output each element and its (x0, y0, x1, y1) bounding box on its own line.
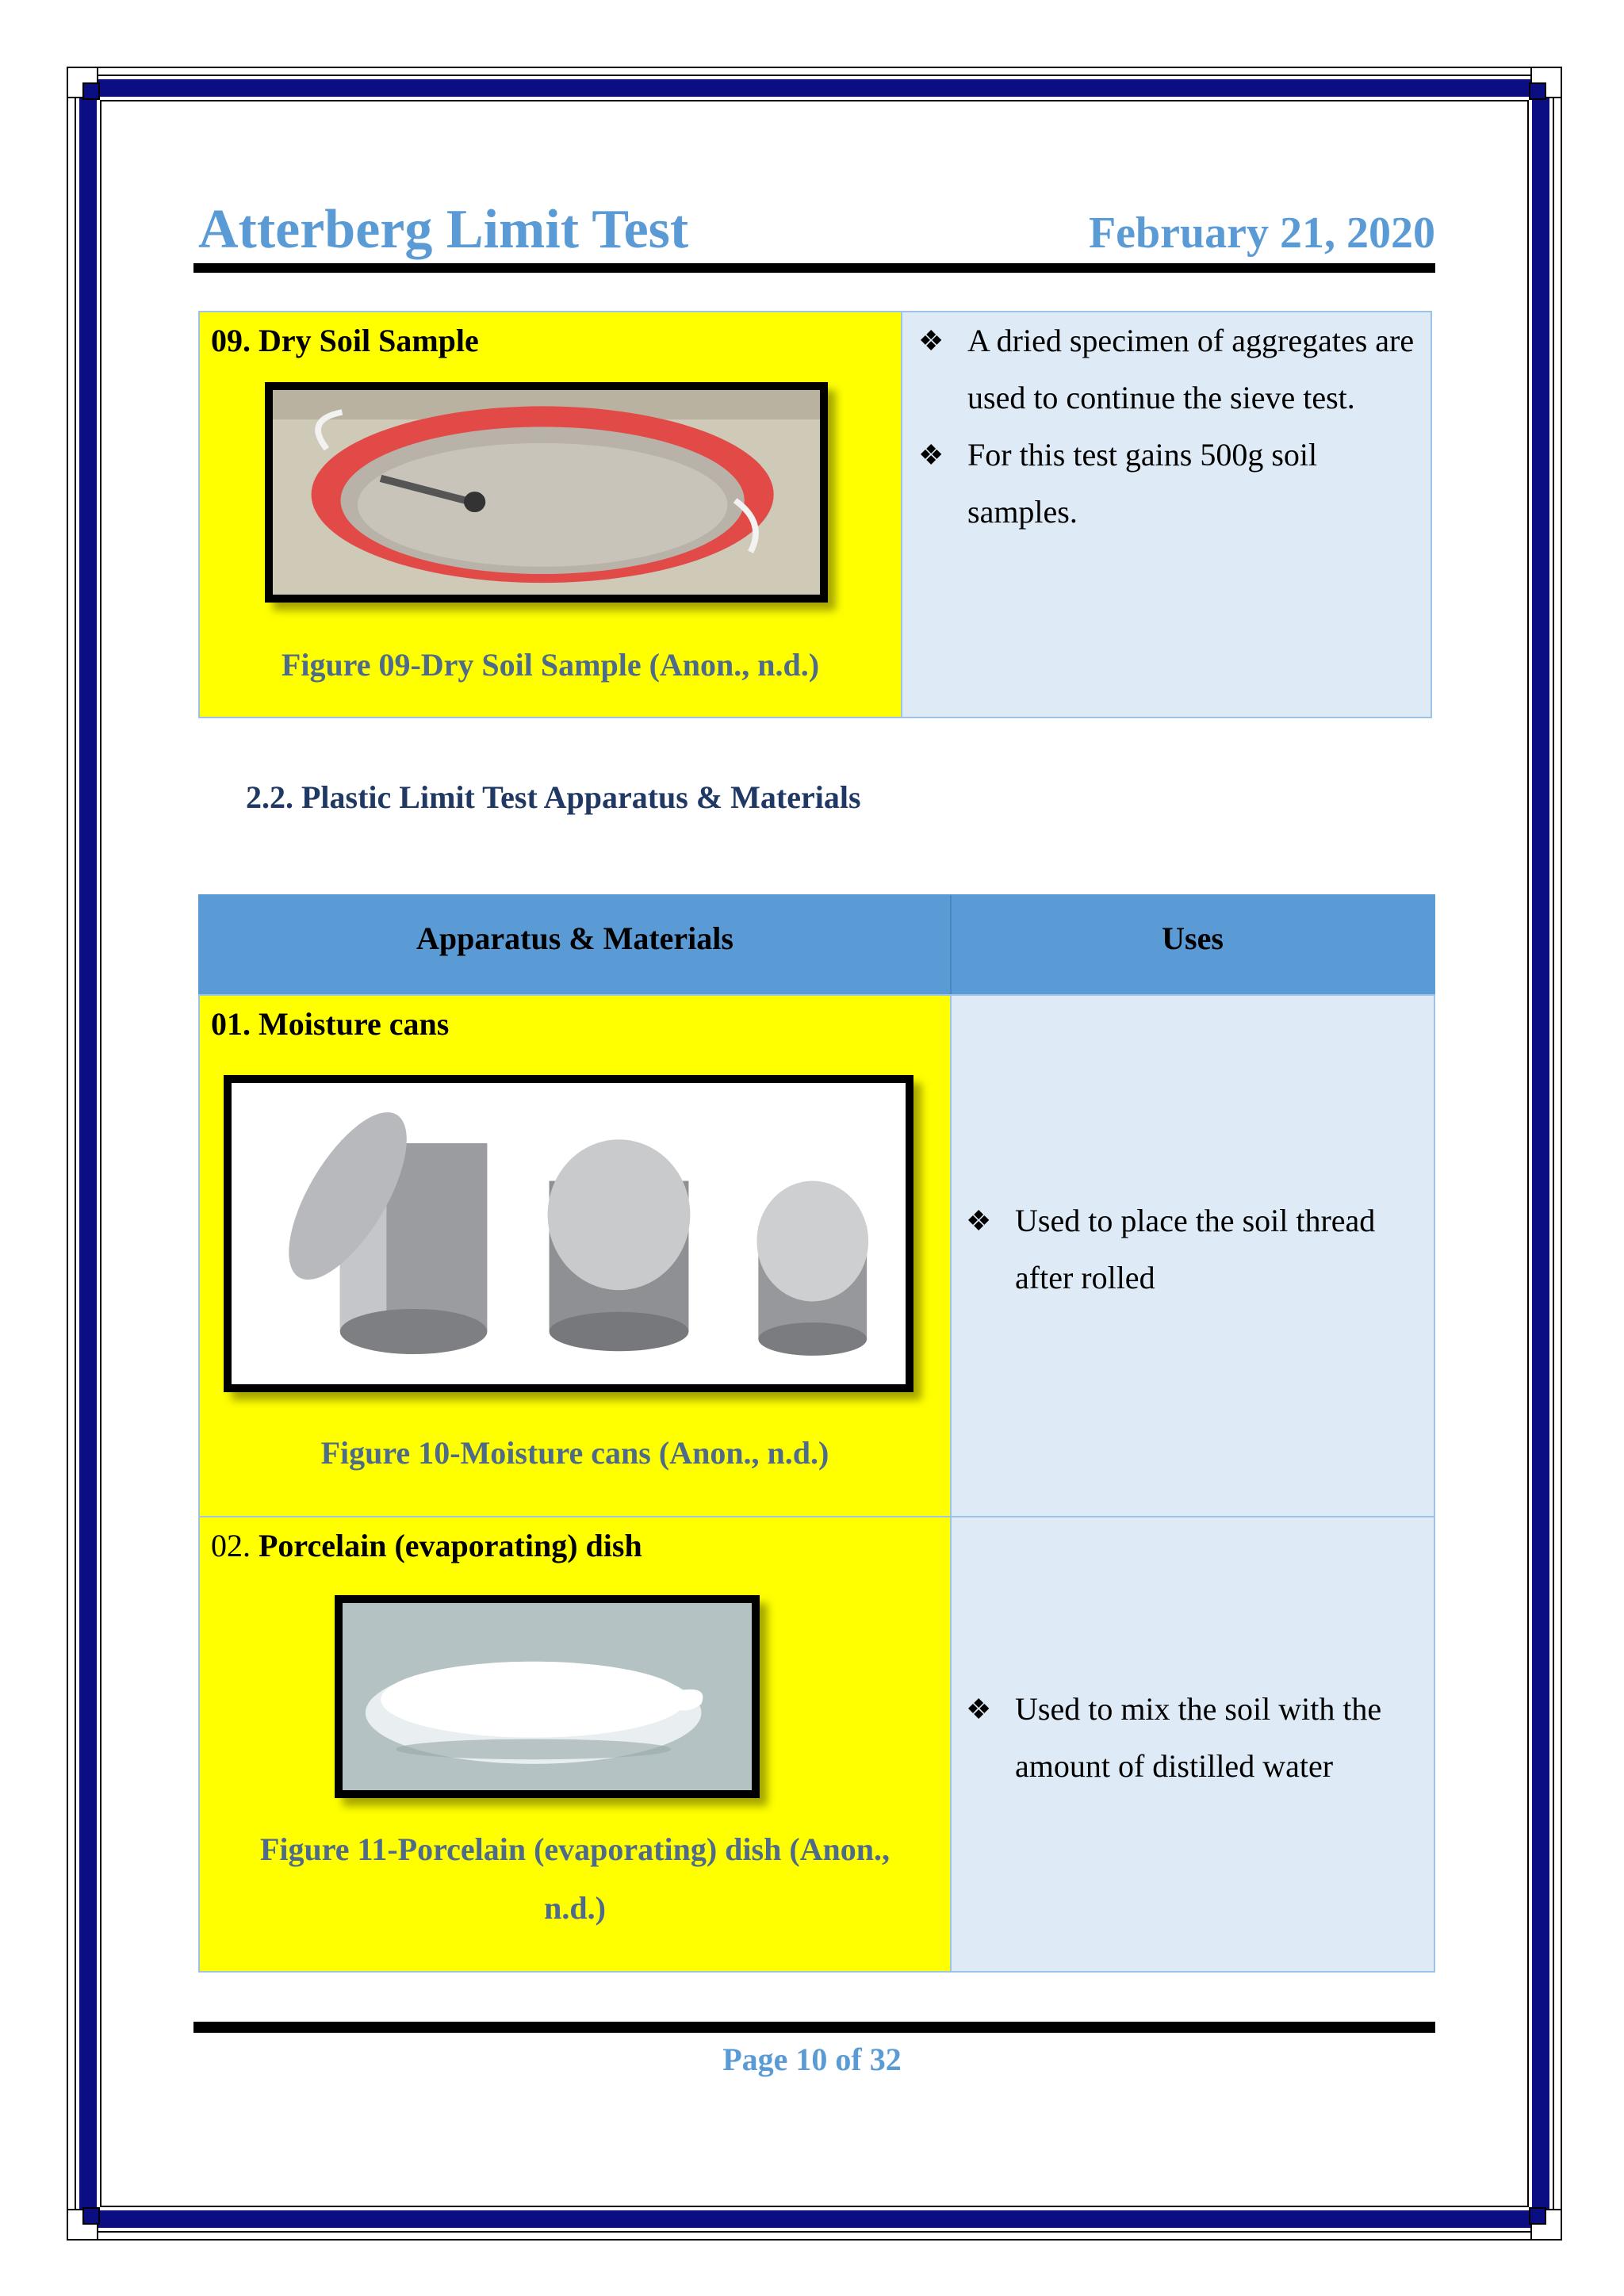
porcelain-dish-uses-cell (950, 1516, 1435, 1973)
header-rule (193, 263, 1435, 273)
document-title: Atterberg Limit Test (198, 199, 689, 260)
moisture-cans-image (224, 1075, 914, 1392)
porcelain-dish-name: Porcelain (evaporating) dish (259, 1528, 642, 1563)
porcelain-dish-caption-line-2: n.d.) (544, 1890, 606, 1926)
corner-ornament-top-right (1519, 67, 1562, 109)
moisture-cans-uses-list (966, 1192, 1418, 1307)
list-item (966, 1192, 1418, 1307)
dry-soil-sample-cell (198, 311, 902, 718)
diamond-bullet-icon: ❖ (966, 1693, 992, 1725)
moisture-cans-label: 01. Moisture cans (211, 1006, 450, 1042)
diamond-bullet-icon: ❖ (966, 1205, 992, 1237)
diamond-bullet-icon: ❖ (918, 325, 944, 357)
bullet-text: A dried specimen of aggregates are used to continue the sieve test. (967, 323, 1415, 415)
moisture-cans-cell (198, 994, 952, 1517)
moisture-cans-caption: Figure 10-Moisture cans (Anon., n.d.) (320, 1435, 829, 1471)
moisture-cans-uses-cell (950, 994, 1435, 1517)
dry-soil-sample-uses-cell (901, 311, 1432, 718)
corner-ornament-bottom-left (67, 2198, 109, 2241)
table-header-uses-label: Uses (1162, 920, 1224, 956)
bullet-text: Used to mix the soil with the amount of distilled water (1015, 1691, 1382, 1784)
bullet-text: For this test gains 500g soil samples. (967, 437, 1318, 530)
list-item (918, 427, 1418, 541)
table-header-apparatus-label: Apparatus & Materials (416, 920, 733, 956)
section-heading: 2.2. Plastic Limit Test Apparatus & Materials (246, 779, 861, 815)
list-item (966, 1681, 1418, 1795)
table-header-uses (950, 894, 1435, 996)
porcelain-dish-image (335, 1595, 760, 1798)
bullet-text: Used to place the soil thread after rolled (1015, 1203, 1376, 1295)
list-item (918, 312, 1418, 427)
diamond-bullet-icon: ❖ (918, 439, 944, 471)
porcelain-dish-uses-list (966, 1681, 1418, 1795)
dry-soil-sample-image (265, 382, 828, 603)
porcelain-dish-number: 02. (211, 1528, 251, 1563)
dry-soil-sample-uses-list (918, 312, 1418, 541)
porcelain-dish-caption-line-1: Figure 11-Porcelain (evaporating) dish (Anon., (259, 1831, 891, 1867)
footer-rule (193, 2022, 1435, 2033)
page-number: Page 10 of 32 (722, 2042, 902, 2077)
porcelain-dish-cell (198, 1516, 952, 1973)
porcelain-dish-label (211, 1525, 642, 1567)
corner-ornament-top-left (67, 67, 109, 109)
document-date: February 21, 2020 (1088, 209, 1435, 258)
table-header-apparatus (198, 894, 952, 996)
dry-soil-sample-caption: Figure 09-Dry Soil Sample (Anon., n.d.) (281, 647, 820, 683)
dry-soil-sample-label: 09. Dry Soil Sample (211, 323, 479, 358)
corner-ornament-bottom-right (1519, 2198, 1562, 2241)
